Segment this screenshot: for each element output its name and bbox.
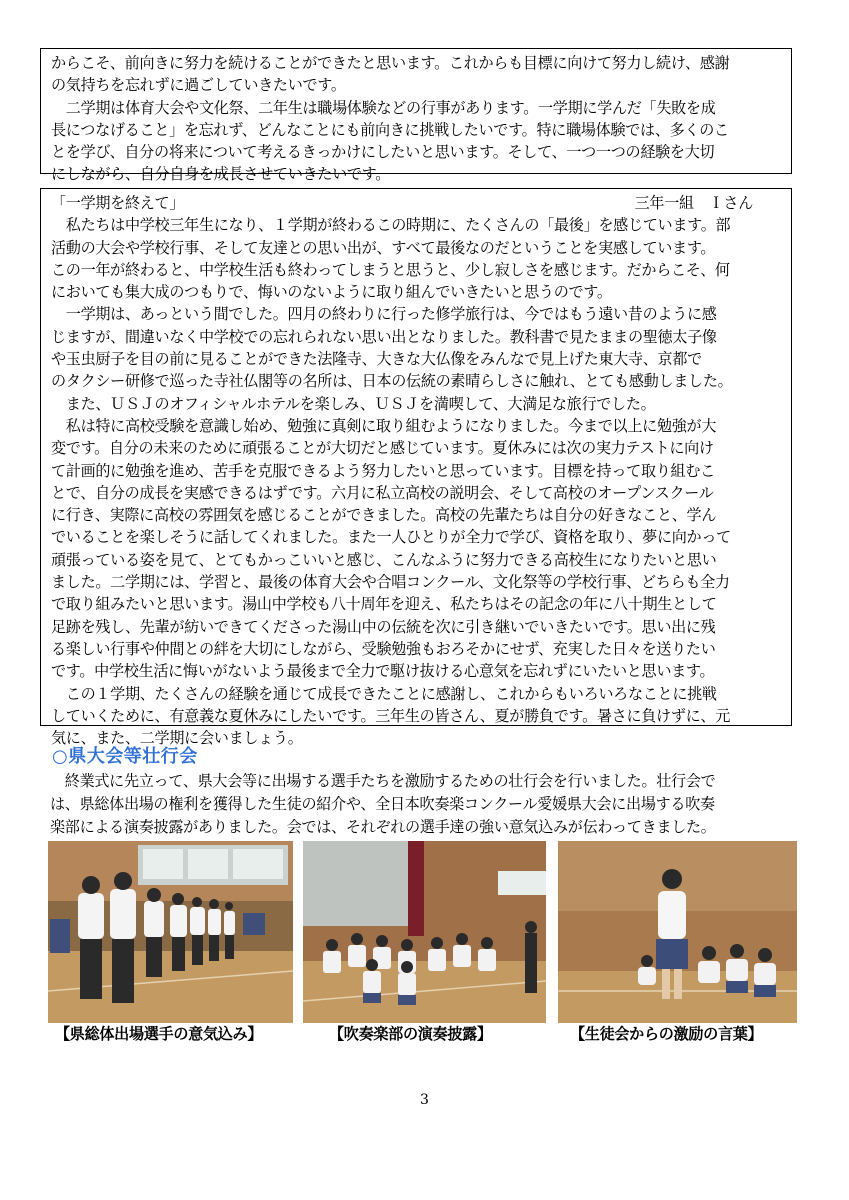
text-line: この一年が終わると、中学校生活も終わってしまうと思うと、少し寂しさを感じます。だからこそ、何 (51, 260, 730, 279)
essay-author: 三年一組 Ｉさん (634, 194, 753, 212)
text-line: の気持ちを忘れずに過ごしていきたいです。 (51, 76, 346, 95)
text-line: 二学期は体育大会や文化祭、二年生は職場体験などの行事があります。一学期に学んだ「失敗を成 (51, 98, 716, 117)
text-line: 私は特に高校受験を意識し始め、勉強に真剣に取り組むようになりました。今まで以上に勉強が大 (51, 416, 717, 435)
photo-band-illustration (303, 841, 546, 1023)
text-line: からこそ、前向きに努力を続けることができたと思います。これからも目標に向けて努力し続け、感謝 (51, 54, 730, 72)
text-line: とで、自分の成長を実感できるはずです。六月に私立高校の説明会、そして高校のオープンスクール (51, 483, 714, 502)
text-line: ました。二学期には、学習と、最後の体育大会や合唱コンクール、文化祭等の学校行事、どちらも全力 (51, 573, 730, 592)
reflection-box-continued (40, 48, 792, 184)
text-line: でいることを楽しそうに話してくれました。また一人ひとりが全力で学び、資格を取り、夢に向かって (51, 528, 731, 547)
essay-title: 「一学期を終えて」 (51, 194, 185, 212)
text-line: また、ＵＳＪのオフィシャルホテルを楽しみ、ＵＳＪを満喫して、大満足な旅行でした。 (51, 394, 656, 413)
essay-header (51, 192, 783, 214)
text-line: や玉虫厨子を目の前に見ることができた法隆寺、大きな大仏像をみんなで見上げた東大寺、京都で (51, 350, 702, 369)
text-line: 一学期は、あっという間でした。四月の終わりに行った修学旅行は、今ではもう遠い昔のように感 (51, 305, 717, 324)
photo-athletes (48, 841, 293, 1023)
photo-student-council-illustration (558, 841, 797, 1023)
text-line: においても集大成のつもりで、悔いのないように取り組んでいきたいと思うのです。 (51, 283, 612, 302)
photo-athletes-illustration (48, 841, 293, 1023)
section-body (50, 770, 800, 839)
page-number: 3 (420, 1092, 429, 1108)
text-line: です。中学校生活に悔いがないよう最後まで全力で駆け抜ける心意気を忘れずにいたいと思います。 (51, 662, 715, 681)
text-line: この１学期、たくさんの経験を通じて成長できたことに感謝し、これからもいろいろなことに挑戦 (51, 684, 717, 703)
text-line: て計画的に勉強を進め、苦手を克服できるよう努力したいと思っています。目標を持って取り組むこ (51, 461, 715, 480)
text-line: とを学び、自分の将来について考えるきっかけにしたいと思います。そして、一つ一つの経験を大切 (51, 143, 715, 162)
text-line: 終業式に先立って、県大会等に出場する選手たちを激励するための壮行会を行いました。壮行会で (50, 772, 716, 790)
photo-student-council (558, 841, 797, 1023)
text-line: 活動の大会や学校行事、そして友達との思い出が、すべて最後なのだということを実感しています。 (51, 238, 716, 257)
text-line: 変です。自分の未来のために頑張ることが大切だと感じています。夏休みには次の実力テストに向け (51, 439, 714, 458)
text-line: は、県総体出場の権利を獲得した生徒の紹介や、全日本吹奏楽コンクール愛媛県大会に出場する吹奏 (50, 795, 715, 813)
text-line: で取り組みたいと思います。湯山中学校も八十周年を迎え、私たちはその記念の年に八十期生として (51, 595, 717, 614)
text-line: 足跡を残し、先輩が紡いできてくださった湯山中の伝統を次に引き継いでいきたいです。思い出に残 (51, 617, 716, 636)
photo-caption: 【生徒会からの激励の言葉】 (570, 1025, 763, 1043)
text-line: 楽部による演奏披露がありました。会では、それぞれの選手達の強い意気込みが伝わってきました。 (50, 818, 716, 836)
text-line: 気に、また、二学期に会いましょう。 (51, 729, 303, 748)
photo-caption: 【県総体出場選手の意気込み】 (55, 1025, 263, 1043)
text-line: る楽しい行事や仲間との絆を大切にしながら、受験勉強もおろそかにせず、充実した日々を送りたい (51, 639, 716, 658)
text-line: じますが、間違いなく中学校での忘れられない思い出となりました。教科書で見たままの聖徳太子像 (51, 327, 717, 346)
text-line: に行き、実際に高校の雰囲気を感じることができました。高校の先輩たちは自分の好きなこと、学ん (51, 506, 717, 525)
text-line: にしながら、自分自身を成長させていきたいです。 (51, 165, 391, 184)
reflection-box-third-year (40, 188, 792, 748)
text-line: 長につなげること」を忘れず、どんなことにも前向きに挑戦したいです。特に職場体験では、多くのこ (51, 120, 729, 139)
text-line: 私たちは中学校三年生になり、１学期が終わるこの時期に、たくさんの「最後」を感じています。部 (51, 216, 731, 235)
text-line: のタクシー研修で巡った寺社仏閣等の名所は、日本の伝統の素晴らしさに触れ、とても感動しました。 (51, 372, 733, 391)
photo-band (303, 841, 546, 1023)
section-title: ○県大会等壮行会 (52, 746, 198, 767)
photo-caption: 【吹奏楽部の演奏披露】 (329, 1025, 492, 1043)
text-line: 頑張っている姿を見て、とてもかっこいいと感じ、こんなふうに努力できる高校生になりたいと思い (51, 550, 717, 569)
text-line: していくために、有意義な夏休みにしたいです。三年生の皆さん、夏が勝負です。暑さに負けずに、元 (51, 706, 731, 725)
